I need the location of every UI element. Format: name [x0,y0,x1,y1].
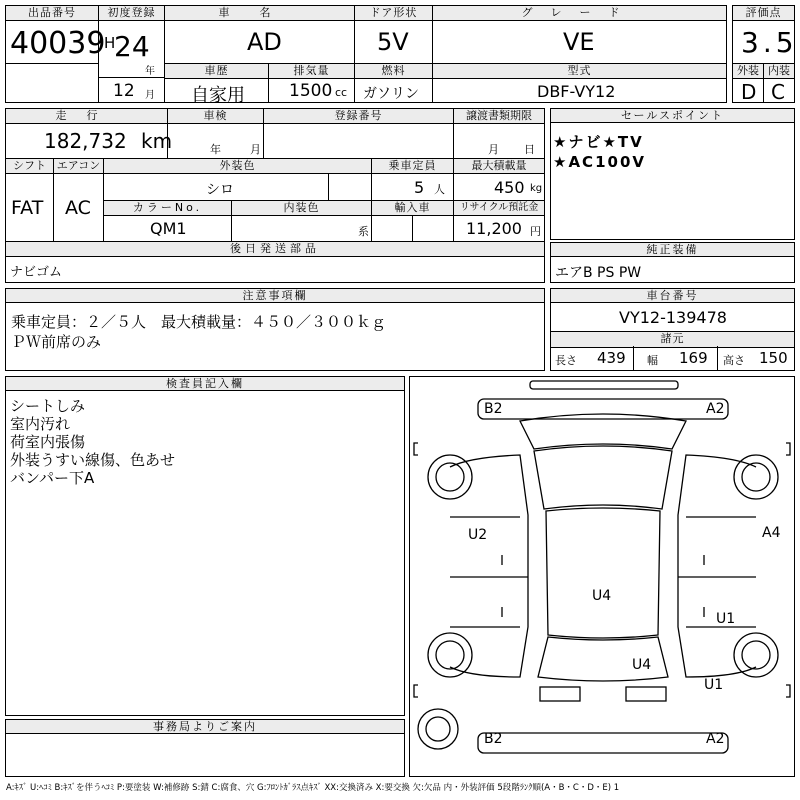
capacity-unit: 人 [434,183,445,196]
length-label: 長さ [555,354,577,367]
max-load: 450 [494,178,525,197]
lot-number: 40039 [10,26,106,61]
notes-box [5,288,545,371]
inspection-label: 車検 [168,109,263,124]
exterior-cell [732,63,764,103]
recycle-label: リサイクル預託金 [454,201,544,216]
car-name-label: 車名 [165,6,354,21]
exterior-label: 外装 [733,64,763,79]
capacity-label: 乗車定員 [372,159,453,174]
office-label: 事務局よりご案内 [6,720,404,734]
equipment-value: エアB PS PW [555,265,642,281]
history: 自家用 [191,85,245,106]
inspector-line-5: バンパー下A [10,469,95,487]
import-cell [372,201,454,241]
max-load-cell [454,159,544,201]
mark-a2-top: A2 [706,401,725,417]
mileage: 182,732 [44,129,127,153]
mark-u2: U2 [468,527,488,543]
door-cell [355,5,433,63]
damage-diagram [409,376,795,777]
shift: FAT [11,197,44,219]
fuel: ガソリン [363,86,419,102]
displacement-cell [269,63,355,103]
car-name: AD [247,28,282,56]
recycle-unit: 円 [530,225,541,238]
notes-line-1: 乗車定員：２／５人 最大積載量：４５０／３００ｋｇ [11,313,387,331]
legend: A:ｷｽﾞ U:ﾍｺﾐ B:ｷｽﾞを伴うﾍｺﾐ P:要塗装 W:補修跡 S:錆 C:腐食、穴 G:ﾌﾛﾝﾄｶﾞﾗｽ点ｷｽﾞ XX:交換済み X:要交換 欠:欠品 内・外装評価 5段階ﾗﾝｸ順(A・B・C・D・E) 1 [6,783,620,793]
reg-year: 24 [114,30,150,63]
mark-a2-bottom: A2 [706,731,725,747]
interior-score: C [771,80,785,104]
score-cell [732,5,798,63]
chassis-label: 車台番号 [551,289,794,303]
inspector-line-1: シートしみ [10,397,86,415]
mark-u1-rear: U1 [704,677,724,693]
exterior-score: D [741,80,757,104]
inspection-year: 年 [210,143,221,156]
shift-cell [6,159,54,241]
mark-a4: A4 [762,525,781,541]
inspector-box [5,376,405,716]
chassis-number: VY12-139478 [619,308,727,327]
door-type: 5V [377,28,409,56]
recycle-fee: 11,200 [466,219,522,238]
reg-no-label: 登録番号 [264,109,453,124]
mark-b2-bottom: B2 [484,731,503,747]
sales-point-label: セールスポイント [551,109,794,123]
shift-label: シフト [6,159,53,174]
mark-u4-rear: U4 [632,657,652,673]
capacity-cell [372,159,454,201]
mark-u4-roof: U4 [592,588,612,604]
int-color-label: 内装色 [232,201,371,216]
color-no: QM1 [150,219,187,238]
history-cell [165,63,269,106]
capacity: 5 [414,178,425,197]
spec-block [5,108,545,283]
score-label: 評価点 [733,6,794,21]
transfer-cell [454,109,544,159]
history-label: 車歴 [165,64,268,79]
lot-label: 出品番号 [6,6,98,21]
first-reg-cell [99,5,165,103]
ext-color-label: 外装色 [104,159,371,174]
sales-point-1: ★ナビ★TV [553,133,644,151]
color-no-cell [104,201,232,241]
inspection-cell [168,109,264,159]
parts-cell [6,241,544,282]
interior-cell [764,63,795,103]
reg-month: 12 [113,81,135,101]
door-label: ドア形状 [355,6,432,21]
chassis-box [550,288,795,371]
max-load-label: 最大積載量 [454,159,544,174]
transfer-label: 譲渡書類期限 [454,109,544,124]
grade: VE [563,28,595,56]
parts-label: 後日発送部品 [6,242,544,257]
year-unit: 年 [145,66,155,77]
model-cell [433,63,727,103]
first-reg-label: 初度登録 [99,6,164,21]
dims-label: 諸元 [551,331,794,348]
fuel-cell [355,63,433,103]
notes-line-2: ＰＷ前席のみ [11,333,102,351]
int-color-suffix: 系 [358,225,369,238]
displacement: 1500 [289,81,333,101]
equipment-box [550,242,795,283]
displacement-label: 排気量 [269,64,354,79]
transfer-day: 日 [524,143,535,156]
width-value: 169 [679,349,708,367]
sales-point-2: ★AC100V [553,153,646,171]
mileage-cell [6,109,173,159]
model-code: DBF-VY12 [537,82,616,101]
recycle-cell [454,201,544,241]
interior-label: 内装 [764,64,794,79]
month-unit: 月 [145,90,155,101]
mileage-label: 走行 [6,109,167,124]
transfer-month: 月 [488,143,499,156]
inspector-line-4: 外装うすい線傷、色あせ [10,451,176,469]
model-label: 型式 [433,64,726,79]
height-label: 高さ [723,354,745,367]
notes-label: 注意事項欄 [6,289,544,303]
height-value: 150 [759,349,788,367]
import-label: 輸入車 [372,201,453,216]
ext-color-cell [104,159,372,201]
width-label: 幅 [647,354,658,367]
inspector-line-2: 室内汚れ [10,415,71,433]
inspector-label: 検査員記入欄 [6,377,404,391]
ac-label: エアコン [54,159,103,174]
office-box [5,719,405,777]
reg-no-cell [264,109,454,159]
length-value: 439 [597,349,626,367]
int-color-cell [232,201,372,241]
ext-color: シロ [206,182,234,198]
fuel-label: 燃料 [355,64,432,79]
mark-b2-top: B2 [484,401,503,417]
header-block [5,5,798,106]
score: 3.5 [741,26,798,59]
car-name-cell [165,5,355,63]
parts-value: ナビゴム [10,265,63,280]
grade-cell [433,5,727,63]
color-no-label: カラーNo. [104,201,231,216]
mileage-unit: km [141,129,173,153]
era: H [104,34,116,52]
mark-u1-door: U1 [716,611,736,627]
equipment-label: 純正装備 [551,243,794,257]
sales-point-box [550,108,795,240]
inspector-line-3: 荷室内張傷 [10,433,86,451]
ac-cell [54,159,104,241]
grade-label: グレード [433,6,726,21]
inspection-month: 月 [250,143,261,156]
ac: AC [65,197,91,219]
lot-cell [5,5,106,103]
displacement-unit: cc [335,86,348,99]
max-load-unit: kg [530,183,543,194]
car-outline-diagram [410,377,794,776]
